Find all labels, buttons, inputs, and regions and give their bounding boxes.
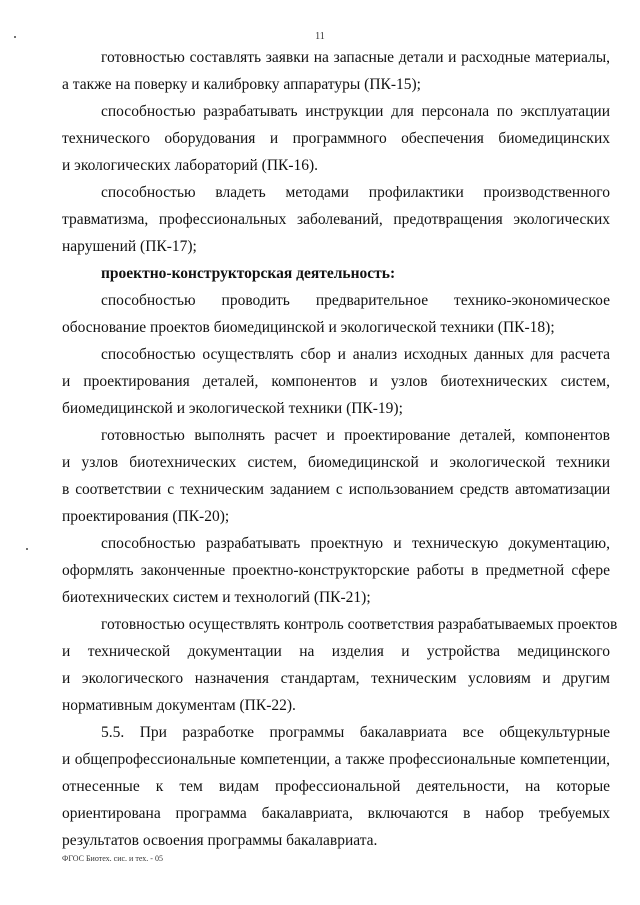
text-line: 5.5. При разработке программы бакалавриата все общекультурные [101, 724, 610, 741]
text-line: результатов освоения программы бакалавриата. [62, 832, 378, 849]
text-line: нормативным документам (ПК-22). [62, 697, 296, 714]
text-line: способностью владеть методами профилактики производственного [101, 184, 610, 201]
text-line: травматизма, профессиональных заболеваний, предотвращения экологических [62, 211, 610, 228]
page-number: 11 [315, 31, 325, 42]
text-line: и экологического назначения стандартам, техническим условиям и другим [62, 670, 610, 687]
text-line: способностью проводить предварительное технико-экономическое [101, 292, 610, 309]
text-line: биомедицинской и экологической техники (ПК-19); [62, 400, 403, 417]
scan-speck [26, 548, 28, 550]
text-line: готовностью осуществлять контроль соответствия разрабатываемых проектов [101, 616, 618, 633]
text-line: нарушений (ПК-17); [62, 238, 197, 255]
text-line: способностью осуществлять сбор и анализ исходных данных для расчета [101, 346, 610, 363]
text-line: ориентирована программа бакалавриата, включаются в набор требуемых [62, 805, 610, 822]
text-line: проектирования (ПК-20); [62, 508, 230, 525]
text-line: готовностью выполнять расчет и проектирование деталей, компонентов [101, 427, 610, 444]
text-line: и технической документации на изделия и устройства медицинского [62, 643, 610, 660]
footer-code: ФГОС Биотех. сис. и тех. - 05 [62, 854, 163, 863]
text-line: технического оборудования и программного обеспечения биомедицинских [62, 130, 610, 147]
text-line: способностью разрабатывать инструкции для персонала по эксплуатации [101, 103, 610, 120]
text-line: способностью разрабатывать проектную и техническую документацию, [101, 535, 610, 552]
text-line: и экологических лабораторий (ПК-16). [62, 157, 319, 174]
text-line: оформлять законченные проектно-конструкторские работы в предметной сфере [62, 562, 610, 579]
text-line: готовностью составлять заявки на запасные детали и расходные материалы, [101, 49, 610, 66]
text-line: и общепрофессиональные компетенции, а также профессиональные компетенции, [62, 751, 610, 768]
text-line: и узлов биотехнических систем, биомедицинской и экологической техники [62, 454, 610, 471]
text-line: биотехнических систем и технологий (ПК-21); [62, 589, 371, 606]
text-line: а также на поверку и калибровку аппаратуры (ПК-15); [62, 76, 421, 93]
scan-speck [14, 36, 16, 38]
text-line: в соответствии с техническим заданием с использованием средств автоматизации [62, 481, 610, 498]
text-line: отнесенные к тем видам профессиональной деятельности, на которые [62, 778, 610, 795]
text-line: обоснование проектов биомедицинской и экологической техники (ПК-18); [62, 319, 555, 336]
text-line: и проектирования деталей, компонентов и узлов биотехнических систем, [62, 373, 610, 390]
section-heading: проектно-конструкторская деятельность: [101, 265, 396, 282]
